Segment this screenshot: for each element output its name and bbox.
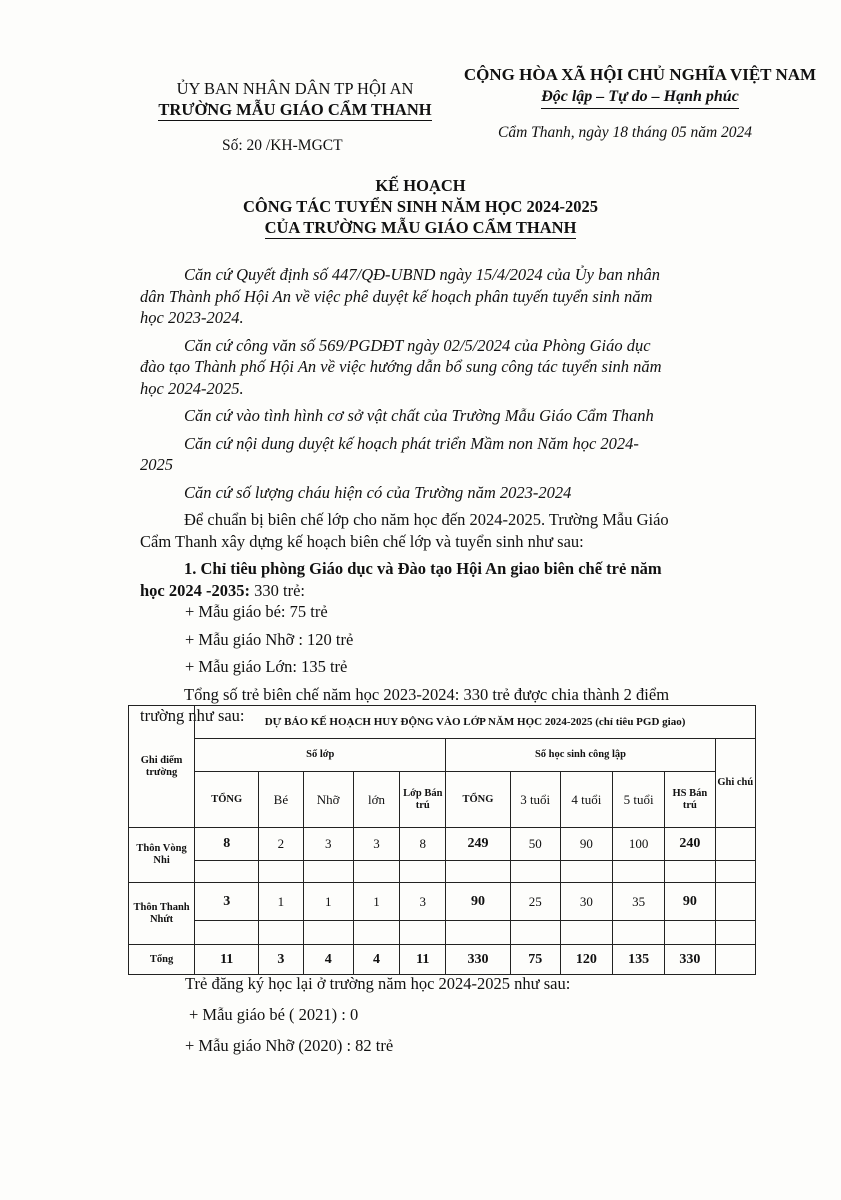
cell: 3 bbox=[353, 828, 399, 861]
cell: 4 bbox=[353, 945, 399, 975]
cell: 90 bbox=[665, 883, 715, 921]
cell: 25 bbox=[510, 883, 560, 921]
document-title bbox=[0, 175, 841, 239]
cell: 3 bbox=[195, 883, 259, 921]
cell: 11 bbox=[400, 945, 446, 975]
cell: 120 bbox=[560, 945, 612, 975]
basis-paragraph-1: Căn cứ Quyết định số 447/QĐ-UBND ngày 15/4/2024 của Ủy ban nhân dân Thành phố Hội An về việc phê duyệt kế hoạch phân tuyến tuyển sinh năm học 2023-2024. bbox=[140, 265, 660, 327]
title-line-1: KẾ HOẠCH bbox=[375, 176, 466, 195]
enrollment-table bbox=[128, 705, 756, 975]
re-enrollment-medium: + Mẫu giáo Nhỡ (2020) : 82 trẻ bbox=[185, 1036, 394, 1055]
table-row bbox=[129, 861, 756, 883]
table-row bbox=[129, 883, 756, 921]
re-enrollment-small: + Mẫu giáo bé ( 2021) : 0 bbox=[189, 1005, 359, 1024]
issuing-organization bbox=[130, 78, 460, 121]
row-site: Tổng bbox=[129, 945, 195, 975]
sub-header: TỔNG bbox=[446, 772, 510, 828]
table-main-header: DỰ BÁO KẾ HOẠCH HUY ĐỘNG VÀO LỚP NĂM HỌC 2024-2025 (chỉ tiêu PGD giao) bbox=[195, 706, 756, 739]
cell: 249 bbox=[446, 828, 510, 861]
note-cell bbox=[715, 883, 755, 921]
cell: 4 bbox=[303, 945, 353, 975]
total-paragraph: Tổng số trẻ biên chế năm học 2023-2024: 330 trẻ được chia thành 2 điểm trường như sau: bbox=[140, 684, 670, 725]
cell: 3 bbox=[259, 945, 303, 975]
cell: 330 bbox=[665, 945, 715, 975]
cell: 35 bbox=[613, 883, 665, 921]
cell: 2 bbox=[259, 828, 303, 861]
row-site: Thôn Thanh Nhứt bbox=[129, 883, 195, 945]
quota-item-medium: + Mẫu giáo Nhỡ : 120 trẻ bbox=[185, 629, 354, 649]
basis-paragraph-2: Căn cứ công văn số 569/PGDĐT ngày 02/5/2024 của Phòng Giáo dục đào tạo Thành phố Hội An về việc hướng dẫn bổ sung công tác tuyển sinh năm học 2024-2025. bbox=[140, 335, 662, 398]
students-group-header: Số học sinh công lập bbox=[446, 739, 715, 772]
cell: 50 bbox=[510, 828, 560, 861]
section-1-heading: 1. Chỉ tiêu phòng Giáo dục và Đào tạo Hội An giao biên chế trẻ năm học 2024 -2035: 330 trẻ: bbox=[140, 559, 662, 600]
classes-group-header: Số lớp bbox=[195, 739, 446, 772]
org-line-2: TRƯỜNG MẪU GIÁO CẨM THANH bbox=[158, 100, 432, 119]
cell: 3 bbox=[400, 883, 446, 921]
document-number: Số: 20 /KH-MGCT bbox=[222, 137, 343, 154]
nation-line-1: CỘNG HÒA XÃ HỘI CHỦ NGHĨA VIỆT NAM bbox=[463, 65, 817, 84]
basis-paragraph-4: Căn cứ nội dung duyệt kế hoạch phát triển Mầm non Năm học 2024-2025 bbox=[140, 433, 639, 474]
cell: 8 bbox=[195, 828, 259, 861]
cell: 30 bbox=[560, 883, 612, 921]
basis-paragraph-3: Căn cứ vào tình hình cơ sở vật chất của Trường Mẫu Giáo Cẩm Thanh bbox=[184, 406, 654, 425]
basis-paragraph-5: Căn cứ số lượng cháu hiện có của Trường năm 2023-2024 bbox=[184, 482, 572, 502]
re-enrollment-section bbox=[185, 968, 570, 1061]
re-enrollment-intro: Trẻ đăng ký học lại ở trường năm học 2024-2025 như sau: bbox=[185, 974, 571, 993]
cell: 3 bbox=[303, 828, 353, 861]
document-body bbox=[140, 264, 670, 727]
document-date: Cẩm Thanh, ngày 18 tháng 05 năm 2024 bbox=[498, 124, 753, 141]
cell: 90 bbox=[446, 883, 510, 921]
sub-header: lớn bbox=[353, 772, 399, 828]
table-row bbox=[129, 921, 756, 945]
quota-item-large: + Mẫu giáo Lớn: 135 trẻ bbox=[185, 657, 348, 676]
cell: 240 bbox=[665, 828, 715, 861]
national-header bbox=[440, 64, 840, 109]
cell: 100 bbox=[613, 828, 665, 861]
sub-header: 5 tuổi bbox=[613, 772, 665, 828]
nation-motto: Độc lập – Tự do – Hạnh phúc bbox=[440, 86, 840, 109]
cell: 90 bbox=[560, 828, 612, 861]
sub-header: 4 tuổi bbox=[560, 772, 612, 828]
site-header: Ghi điểm trường bbox=[129, 706, 195, 828]
cell: 1 bbox=[259, 883, 303, 921]
sub-header: Nhỡ bbox=[303, 772, 353, 828]
row-site: Thôn Vòng Nhi bbox=[129, 828, 195, 883]
cell: 8 bbox=[400, 828, 446, 861]
note-cell bbox=[715, 828, 755, 861]
cell: 75 bbox=[510, 945, 560, 975]
cell: 135 bbox=[613, 945, 665, 975]
cell: 330 bbox=[446, 945, 510, 975]
cell: 1 bbox=[303, 883, 353, 921]
sub-header: 3 tuổi bbox=[510, 772, 560, 828]
intro-paragraph: Để chuẩn bị biên chế lớp cho năm học đến 2024-2025. Trường Mẫu Giáo Cẩm Thanh xây dựng kế hoạch biên chế lớp và tuyển sinh như sau: bbox=[140, 510, 669, 551]
sub-header: Lớp Bán trú bbox=[400, 772, 446, 828]
sub-header: HS Bán trú bbox=[665, 772, 715, 828]
note-cell bbox=[715, 945, 755, 975]
table-row bbox=[129, 828, 756, 861]
org-line-1: ỦY BAN NHÂN DÂN TP HỘI AN bbox=[176, 79, 414, 98]
sub-header: Bé bbox=[259, 772, 303, 828]
cell: 1 bbox=[353, 883, 399, 921]
title-line-2: CÔNG TÁC TUYỂN SINH NĂM HỌC 2024-2025 bbox=[242, 197, 599, 216]
sub-header: TỔNG bbox=[195, 772, 259, 828]
cell: 11 bbox=[195, 945, 259, 975]
title-line-3: CỦA TRƯỜNG MẪU GIÁO CẨM THANH bbox=[264, 218, 577, 237]
note-header: Ghi chú bbox=[715, 739, 755, 828]
quota-item-small: + Mẫu giáo bé: 75 trẻ bbox=[185, 602, 328, 621]
